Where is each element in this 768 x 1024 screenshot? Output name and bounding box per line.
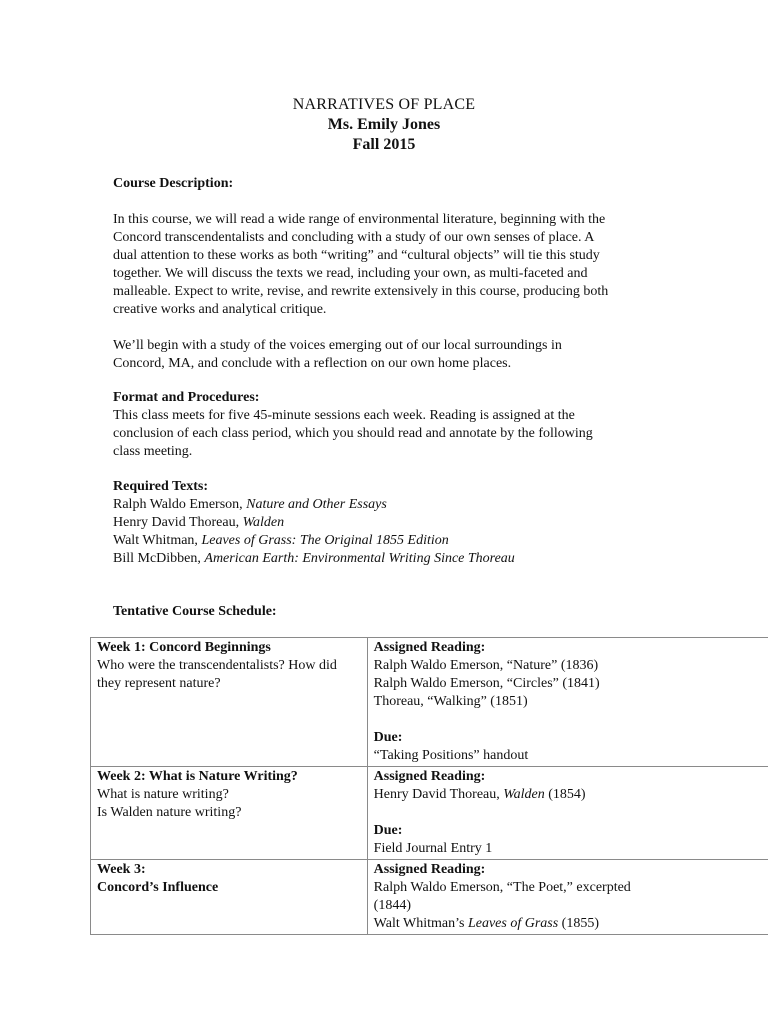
week-cell <box>91 860 368 935</box>
assigned-reading-label: Assigned Reading: <box>373 769 486 784</box>
week-title: Week 2: What is Nature Writing? <box>97 769 298 784</box>
required-text-item: Bill McDibben, American Earth: Environmental Writing Since Thoreau <box>113 551 515 566</box>
required-text-item: Ralph Waldo Emerson, Nature and Other Essays <box>113 497 387 512</box>
document-header <box>0 95 768 155</box>
format-heading: Format and Procedures: <box>113 390 260 405</box>
reading-cell: Assigned Reading: Ralph Waldo Emerson, “Nature” (1836) Ralph Waldo Emerson, “Circles” (1841) Thoreau, “Walking” (1851) Due: “Taking Positions” handout <box>367 638 768 767</box>
week-subtitle: Concord’s Influence <box>97 880 219 895</box>
due-item: “Taking Positions” handout <box>373 748 529 763</box>
format-paragraph: This class meets for five 45-minute sessions each week. Reading is assigned at the conclusion of each class period, which you should read and annotate by the following class meeting. <box>113 408 593 459</box>
format-section <box>113 389 653 461</box>
week-cell: Week 1: Concord Beginnings Who were the transcendentalists? How did they represent nature? <box>91 638 368 767</box>
assigned-reading-label: Assigned Reading: <box>373 862 486 877</box>
table-row <box>91 638 768 767</box>
course-description-heading: Course Description: <box>113 176 234 191</box>
teacher-name: Ms. Emily Jones <box>327 116 441 133</box>
schedule-table-wrap <box>90 637 768 935</box>
term: Fall 2015 <box>352 136 416 153</box>
course-description-section <box>113 175 653 373</box>
course-description-paragraph-1: In this course, we will read a wide range of environmental literature, beginning with the Concord transcendentalists and concluding with a study of our own senses of place. A dual attention to these works as both “writing” and “cultural objects” will tie this study together. We will discuss the texts we read, including your own, as multi-faceted and malleable. Expect to write, revise, and rewrite extensively in this course, producing both creative works and analytical critique. <box>113 212 609 317</box>
required-texts-heading: Required Texts: <box>113 479 209 494</box>
course-description-paragraph-2: We’ll begin with a study of the voices emerging out of our local surroundings in Concord, MA, and conclude with a reflection on our own home places. <box>113 338 562 371</box>
week-title: Week 1: Concord Beginnings <box>97 640 271 655</box>
due-item: Field Journal Entry 1 <box>373 841 493 856</box>
due-label: Due: <box>373 730 403 745</box>
schedule-heading-wrap <box>113 603 653 621</box>
week-cell: Week 2: What is Nature Writing? What is nature writing? Is Walden nature writing? <box>91 767 368 860</box>
course-title: NARRATIVES OF PLACE <box>292 96 476 113</box>
table-row <box>91 767 768 860</box>
week-title: Week 3: <box>97 862 146 877</box>
due-label: Due: <box>373 823 403 838</box>
required-text-item: Henry David Thoreau, Walden <box>113 515 285 530</box>
schedule-heading: Tentative Course Schedule: <box>113 604 277 619</box>
required-texts-section <box>113 478 653 568</box>
table-row <box>91 860 768 935</box>
schedule-table <box>90 637 768 935</box>
reading-cell: Assigned Reading: Ralph Waldo Emerson, “The Poet,” excerpted (1844) Walt Whitman’s Leaves of Grass (1855) <box>367 860 768 935</box>
required-text-item: Walt Whitman, Leaves of Grass: The Original 1855 Edition <box>113 533 449 548</box>
assigned-reading-label: Assigned Reading: <box>373 640 486 655</box>
reading-cell: Assigned Reading: Henry David Thoreau, Walden (1854) Due: Field Journal Entry 1 <box>367 767 768 860</box>
